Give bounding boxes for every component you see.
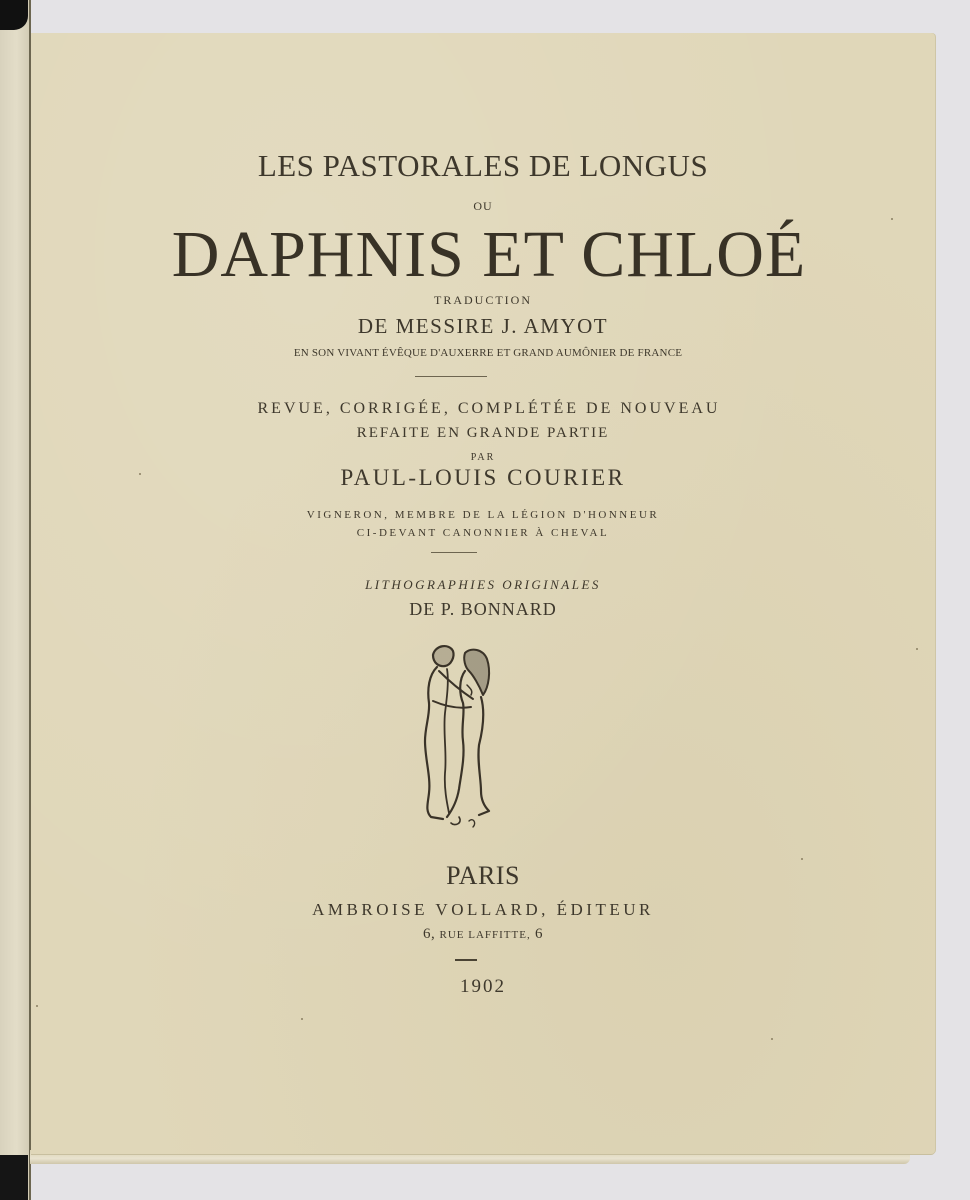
address-number: 6, bbox=[423, 926, 436, 942]
divider-dash bbox=[455, 959, 477, 961]
embracing-figures-icon bbox=[403, 641, 501, 831]
main-title: DAPHNIS ET CHLOÉ bbox=[171, 218, 807, 291]
address-number: 6 bbox=[534, 926, 543, 942]
pre-title: LES PASTORALES DE LONGUS bbox=[257, 148, 709, 183]
paper-speck bbox=[801, 858, 803, 860]
revision-by: PAR bbox=[470, 452, 496, 463]
book-cover-corner-bottom bbox=[0, 1155, 28, 1200]
previous-page-edge bbox=[0, 0, 30, 1200]
imprint-address bbox=[31, 926, 935, 943]
paper-speck bbox=[36, 1005, 38, 1007]
paper-speck bbox=[771, 1038, 773, 1040]
imprint-city: PARIS bbox=[446, 861, 520, 890]
reviser-description-1: VIGNERON, MEMBRE DE LA LÉGION D'HONNEUR bbox=[306, 509, 660, 521]
reviser-description-2: CI-DEVANT CANONNIER À CHEVAL bbox=[356, 527, 610, 539]
paper-speck bbox=[916, 648, 918, 650]
title-page bbox=[31, 33, 935, 1154]
revision-line-2: REFAITE EN GRANDE PARTIE bbox=[356, 425, 610, 441]
paper-speck bbox=[139, 473, 141, 475]
reviser-name: PAUL-LOUIS COURIER bbox=[340, 465, 626, 490]
address-street: RUE LAFFITTE, bbox=[439, 929, 531, 941]
book-cover-corner bbox=[0, 0, 28, 30]
paper-speck bbox=[891, 218, 893, 220]
illustrator-name: DE P. BONNARD bbox=[409, 599, 557, 619]
publication-year: 1902 bbox=[460, 976, 506, 997]
divider-rule bbox=[431, 552, 477, 553]
revision-line-1: REVUE, CORRIGÉE, COMPLÉTÉE DE NOUVEAU bbox=[257, 400, 721, 417]
illustration-label: LITHOGRAPHIES ORIGINALES bbox=[365, 577, 601, 592]
translation-label: TRADUCTION bbox=[434, 293, 532, 307]
divider-rule bbox=[415, 376, 487, 377]
title-conjunction: OU bbox=[473, 199, 493, 213]
translator-description: EN SON VIVANT ÉVÊQUE D'AUXERRE ET GRAND AUMÔNIER DE FRANCE bbox=[293, 347, 683, 359]
paper-speck bbox=[301, 1018, 303, 1020]
translator-name: DE MESSIRE J. AMYOT bbox=[357, 314, 609, 338]
imprint-publisher: AMBROISE VOLLARD, ÉDITEUR bbox=[312, 900, 654, 919]
